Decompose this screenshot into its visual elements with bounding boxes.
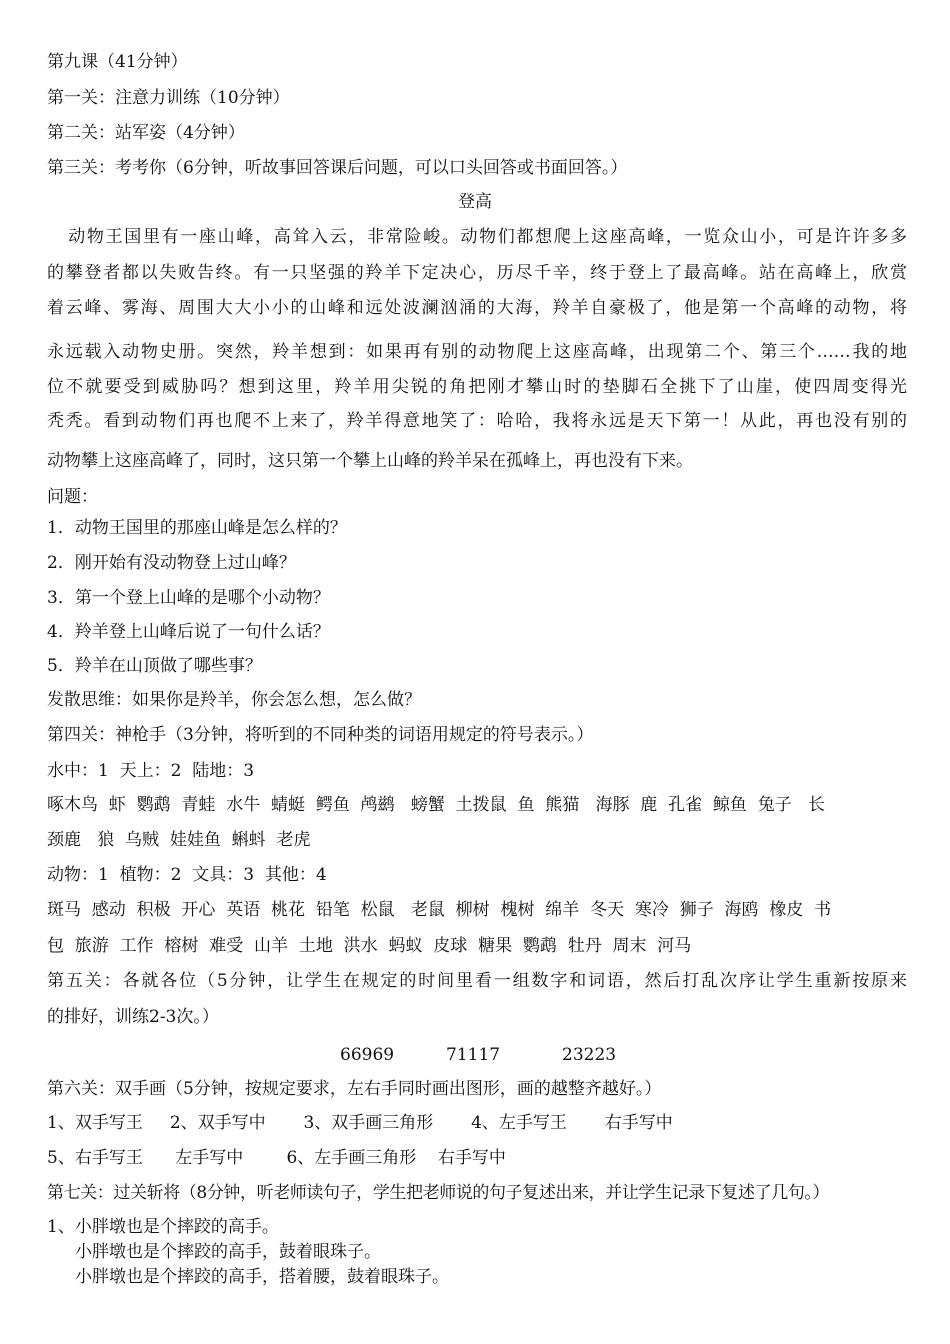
story-line: 永远载入动物史册。突然，羚羊想到：如果再有别的动物爬上这座高峰，出现第二个、第三个……我的地 <box>47 342 907 362</box>
divergent-thinking: 发散思维：如果你是羚羊，你会怎么想，怎么做？ <box>47 690 421 710</box>
level-2-line: 第二关：站军姿（4分钟） <box>47 123 245 143</box>
question-item: 5．羚羊在山顶做了哪些事？ <box>47 656 262 676</box>
question-item: 2．刚开始有没动物登上过山峰？ <box>47 553 296 573</box>
level-7-subitem: 小胖墩也是个摔跤的高手，鼓着眼珠子。 <box>75 1242 381 1262</box>
level-6-title: 第六关：双手画（5分钟，按规定要求，左右手同时画出图形，画的越整齐越好。） <box>47 1079 662 1099</box>
level-7-subitem: 小胖墩也是个摔跤的高手，搭着腰，鼓着眼珠子。 <box>75 1267 449 1287</box>
lesson-title: 第九课（41分钟） <box>47 52 188 72</box>
story-line: 位不就要受到威胁吗？想到这里，羚羊用尖锐的角把刚才攀山时的垫脚石全挑下了山崖，使四周变得光 <box>47 377 907 397</box>
level-4-legend-2: 动物：1 植物：2 文具：3 其他：4 <box>47 865 327 885</box>
level-4-title: 第四关：神枪手（3分钟，将听到的不同种类的词语用规定的符号表示。） <box>47 725 594 745</box>
level-6-row: 5、右手写王 左手写中 6、左手画三角形 右手写中 <box>47 1148 506 1168</box>
story-line: 着云峰、雾海、周围大大小小的山峰和远处波澜汹涌的大海，羚羊自豪极了，他是第一个高峰的动物，将 <box>47 298 907 318</box>
level-1-line: 第一关：注意力训练（10分钟） <box>47 88 290 108</box>
level-5-title: 第五关：各就各位（5分钟，让学生在规定的时间里看一组数字和词语，然后打乱次序让学生重新按原来 <box>47 971 907 991</box>
number-group: 66969 <box>340 1045 395 1065</box>
story-line: 动物攀上这座高峰了，同时，这只第一个攀上山峰的羚羊呆在孤峰上，再也没有下来。 <box>47 451 693 471</box>
questions-heading: 问题： <box>47 487 98 507</box>
level-4-words: 包 旅游 工作 榕树 难受 山羊 土地 洪水 蚂蚁 皮球 糖果 鹦鹉 牡丹 周末 河马 <box>47 936 692 956</box>
question-item: 3．第一个登上山峰的是哪个小动物？ <box>47 588 330 608</box>
story-line: 秃秃。看到动物们再也爬不上来了，羚羊得意地笑了：哈哈，我将永远是天下第一！从此，再也没有别的 <box>47 411 907 431</box>
level-4-words: 颈鹿 狼 乌贼 娃娃鱼 蝌蚪 老虎 <box>47 830 311 850</box>
question-item: 1．动物王国里的那座山峰是怎么样的？ <box>47 518 347 538</box>
level-6-row: 1、双手写王 2、双手写中 3、双手画三角形 4、左手写王 右手写中 <box>47 1113 673 1133</box>
level-7-title: 第七关：过关斩将（8分钟，听老师读句子，学生把老师说的句子复述出来，并让学生记录下复述了几句。） <box>47 1183 830 1203</box>
story-line: 的攀登者都以失败告终。有一只坚强的羚羊下定决心，历尽千辛，终于登上了最高峰。站在高峰上，欣赏 <box>47 263 907 283</box>
level-7-item: 1、小胖墩也是个摔跤的高手。 <box>47 1217 279 1237</box>
story-title: 登高 <box>458 192 492 212</box>
story-line: 动物王国里有一座山峰，高耸入云，非常险峻。动物们都想爬上这座高峰，一览众山小，可是许许多多 <box>47 227 908 247</box>
level-4-words: 啄木鸟 虾 鹦鹉 青蛙 水牛 蜻蜓 鳄鱼 鸬鹚 螃蟹 土拨鼠 鱼 熊猫 海豚 鹿 孔雀 鲸鱼 兔子 长 <box>47 795 825 815</box>
question-item: 4．羚羊登上山峰后说了一句什么话？ <box>47 622 330 642</box>
level-3-line: 第三关：考考你（6分钟，听故事回答课后问题，可以口头回答或书面回答。） <box>47 158 628 178</box>
number-group: 71117 <box>446 1045 501 1065</box>
level-5-title-cont: 的排好，训练2-3次。） <box>47 1007 219 1027</box>
level-4-words: 斑马 感动 积极 开心 英语 桃花 铅笔 松鼠 老鼠 柳树 槐树 绵羊 冬天 寒冷 狮子 海鸥 橡皮 书 <box>47 900 832 920</box>
number-group: 23223 <box>562 1045 617 1065</box>
level-4-legend-1: 水中：1 天上：2 陆地：3 <box>47 761 255 781</box>
